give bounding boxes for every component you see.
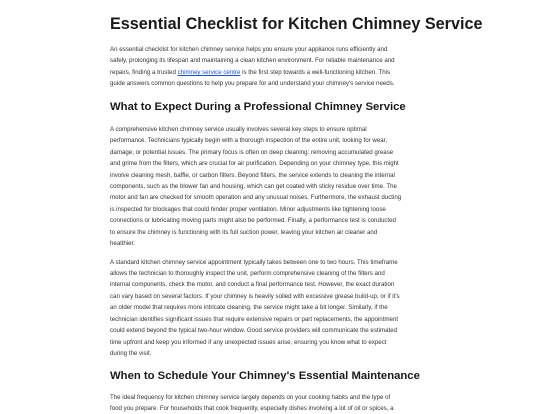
paragraph-line: internal components, check the motor, and conduct a final performance test. However, the exact duration bbox=[110, 279, 432, 290]
paragraph-line: damage, or potential issues. The primary focus is often on deep cleaning: removing accumulated grease bbox=[110, 147, 432, 158]
paragraph-line: and grime from the filters, which are crucial for air purification. Depending on your chimney type, this might bbox=[110, 158, 432, 169]
intro-paragraph bbox=[110, 44, 432, 90]
paragraph-line: A standard kitchen chimney service appointment typically takes between one to two hours. This timeframe bbox=[110, 257, 432, 268]
paragraph-line: could extend beyond the typical two-hour window. Good service providers will communicate the estimated bbox=[110, 325, 432, 336]
intro-line: An essential checklist for kitchen chimney service helps you ensure your appliance runs efficiently and bbox=[110, 44, 432, 55]
paragraph-line: components, such as the blower fan and housing, which can get coated with sticky residue over time. The bbox=[110, 181, 432, 192]
intro-line: guide answers common questions to help you prepare for and understand your chimney's service needs. bbox=[110, 78, 432, 89]
chimney-service-centre-link[interactable]: chimney service centre bbox=[178, 69, 241, 76]
intro-text-before-link: repairs, finding a trusted bbox=[110, 69, 178, 76]
paragraph-line: involve cleaning mesh, baffle, or carbon filters. Beyond filters, the service extends to cleaning the internal bbox=[110, 170, 432, 181]
intro-text-after-link: is the first step towards a well-functioning kitchen. This bbox=[240, 69, 390, 76]
paragraph-line: technician identifies significant issues that require extensive repairs or part replacements, the appointment bbox=[110, 314, 432, 325]
section-heading-when-to-schedule: When to Schedule Your Chimney's Essential Maintenance bbox=[110, 369, 432, 383]
section-heading-what-to-expect: What to Expect During a Professional Chimney Service bbox=[110, 100, 432, 114]
section1-paragraph-2 bbox=[110, 257, 432, 360]
intro-line: safely, prolonging its lifespan and maintaining a clean kitchen environment. For reliable maintenance and bbox=[110, 55, 432, 66]
section2-paragraph-1 bbox=[110, 392, 432, 414]
paragraph-line: motor and fan are checked for smooth operation and any unusual noises. Furthermore, the exhaust ducting bbox=[110, 192, 432, 203]
section1-paragraph-1 bbox=[110, 124, 432, 250]
article bbox=[110, 0, 432, 414]
paragraph-line: performance. Technicians typically begin with a thorough inspection of the entire unit, looking for wear, bbox=[110, 135, 432, 146]
paragraph-line: food you prepare. For households that cook frequently, especially dishes involving a lot of oil or spices, a bbox=[110, 403, 432, 414]
paragraph-line: The ideal frequency for kitchen chimney service largely depends on your cooking habits and the type of bbox=[110, 392, 432, 403]
paragraph-line: to ensure the chimney is functioning with its full suction power, leaving your kitchen air cleaner and bbox=[110, 227, 432, 238]
paragraph-line: allows the technician to thoroughly inspect the unit, perform comprehensive cleaning of the filters and bbox=[110, 268, 432, 279]
paragraph-line: an older model that requires more intricate cleaning, the service might take a bit longer. Similarly, if the bbox=[110, 302, 432, 313]
paragraph-line: connections or lubricating moving parts might also be performed. Finally, a performance test is conducted bbox=[110, 215, 432, 226]
page-title: Essential Checklist for Kitchen Chimney Service bbox=[110, 14, 432, 34]
paragraph-line: time upfront and keep you informed if any unexpected issues arise, ensuring you know what to expect bbox=[110, 337, 432, 348]
paragraph-line: can vary based on several factors. If your chimney is heavily soiled with excessive grease build-up, or if it's bbox=[110, 291, 432, 302]
intro-line-with-link bbox=[110, 67, 432, 78]
paragraph-line: A comprehensive kitchen chimney service usually involves several key steps to ensure optimal bbox=[110, 124, 432, 135]
paragraph-line: is inspected for blockages that could hinder proper ventilation. Minor adjustments like tightening loose bbox=[110, 204, 432, 215]
paragraph-line: during the visit. bbox=[110, 348, 432, 359]
paragraph-line: healthier. bbox=[110, 238, 432, 249]
